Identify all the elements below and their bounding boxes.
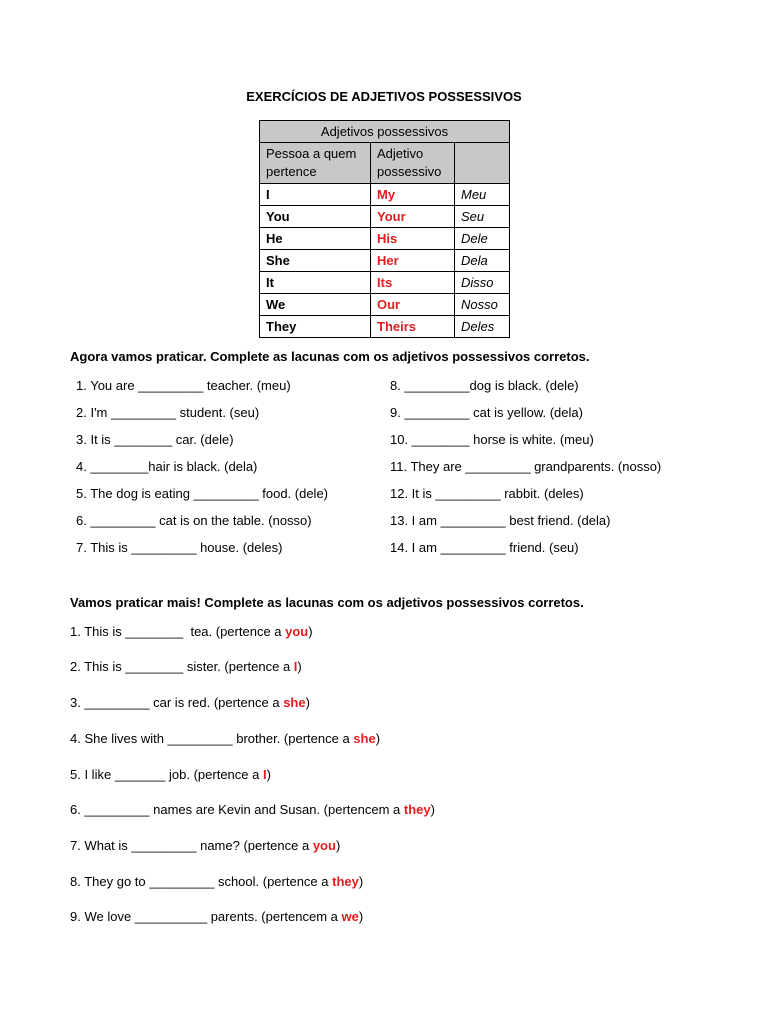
pronoun-cell: It xyxy=(260,272,371,294)
exercise-end: ) xyxy=(297,659,302,674)
table-row xyxy=(260,228,510,250)
table-caption: Adjetivos possessivos xyxy=(260,121,510,143)
owner-word: she xyxy=(353,731,376,746)
header-adjective: Adjetivo possessivo xyxy=(371,143,455,184)
exercise-end: ) xyxy=(335,838,341,853)
exercise-item: 5. The dog is eating _________ food. (dele) xyxy=(76,486,329,501)
exercise-item: 7. This is _________ house. (deles) xyxy=(76,540,283,555)
exercise-item: 11. They are _________ grandparents. (nosso) xyxy=(390,459,662,474)
page-title: EXERCÍCIOS DE ADJETIVOS POSSESSIVOS xyxy=(246,89,522,104)
exercise-text: 4. She lives with _________ brother. (pertence a xyxy=(70,731,354,746)
owner-word: I xyxy=(262,767,267,782)
possessive-adjectives-table xyxy=(259,120,510,338)
exercise-end: ) xyxy=(266,767,271,782)
exercise-item xyxy=(70,874,363,889)
adjective-cell: My xyxy=(371,184,455,206)
exercise-end: ) xyxy=(430,802,435,817)
exercise-item: 1. You are _________ teacher. (meu) xyxy=(76,378,291,393)
exercise-item: 6. _________ cat is on the table. (nosso) xyxy=(76,513,312,528)
exercise-text: 8. They go to _________ school. (pertence a xyxy=(70,874,333,889)
exercise-item: 9. _________ cat is yellow. (dela) xyxy=(390,405,583,420)
exercise-item xyxy=(70,731,380,746)
header-translation xyxy=(455,143,510,184)
translation-cell: Seu xyxy=(455,206,510,228)
owner-word: they xyxy=(332,874,359,889)
exercise-item: 14. I am _________ friend. (seu) xyxy=(390,540,579,555)
table-caption-row xyxy=(260,121,510,143)
owner-word: you xyxy=(285,624,309,639)
section1-title: Agora vamos praticar. Complete as lacunas com os adjetivos possessivos corretos. xyxy=(70,349,590,364)
adjective-cell: Theirs xyxy=(371,316,455,338)
translation-cell: Dele xyxy=(455,228,510,250)
adjective-cell: Your xyxy=(371,206,455,228)
table-row xyxy=(260,272,510,294)
translation-cell: Dela xyxy=(455,250,510,272)
exercise-item: 8. _________dog is black. (dele) xyxy=(390,378,579,393)
table-header-row xyxy=(260,143,510,184)
owner-word: we xyxy=(341,909,359,924)
exercise-item xyxy=(70,909,363,924)
exercise-item: 13. I am _________ best friend. (dela) xyxy=(390,513,611,528)
owner-word: you xyxy=(312,838,336,853)
exercise-item: 12. It is _________ rabbit. (deles) xyxy=(390,486,584,501)
pronoun-cell: You xyxy=(260,206,371,228)
exercise-end: ) xyxy=(375,731,381,746)
pronoun-cell: She xyxy=(260,250,371,272)
pronoun-cell: We xyxy=(260,294,371,316)
exercise-item: 4. ________hair is black. (dela) xyxy=(76,459,258,474)
owner-word: they xyxy=(403,802,431,817)
exercise-item: 3. It is ________ car. (dele) xyxy=(76,432,234,447)
pronoun-cell: He xyxy=(260,228,371,250)
exercise-end: ) xyxy=(308,624,313,639)
exercise-item: 10. ________ horse is white. (meu) xyxy=(390,432,594,447)
exercise-text: 3. _________ car is red. (pertence a xyxy=(70,695,284,710)
table-row xyxy=(260,206,510,228)
owner-word: I xyxy=(293,659,298,674)
exercise-text: 5. I like _______ job. (pertence a xyxy=(70,767,263,782)
table-row xyxy=(260,184,510,206)
adjective-cell: Its xyxy=(371,272,455,294)
pronoun-cell: I xyxy=(260,184,371,206)
translation-cell: Deles xyxy=(455,316,510,338)
exercise-item xyxy=(70,838,340,853)
exercise-text: 2. This is ________ sister. (pertence a xyxy=(70,659,294,674)
adjective-cell: Our xyxy=(371,294,455,316)
exercise-text: 1. This is ________ tea. (pertence a xyxy=(70,624,286,639)
exercise-item xyxy=(70,659,302,674)
adjective-cell: Her xyxy=(371,250,455,272)
header-person: Pessoa a quem pertence xyxy=(260,143,371,184)
translation-cell: Nosso xyxy=(455,294,510,316)
translation-cell: Meu xyxy=(455,184,510,206)
owner-word: she xyxy=(283,695,306,710)
adjective-cell: His xyxy=(371,228,455,250)
exercise-end: ) xyxy=(358,909,364,924)
table-row xyxy=(260,316,510,338)
section2-title: Vamos praticar mais! Complete as lacunas com os adjetivos possessivos corretos. xyxy=(70,595,584,610)
table-row xyxy=(260,250,510,272)
exercise-end: ) xyxy=(305,695,310,710)
pronoun-cell: They xyxy=(260,316,371,338)
exercise-end: ) xyxy=(358,874,364,889)
exercise-text: 7. What is _________ name? (pertence a xyxy=(70,838,313,853)
exercise-item xyxy=(70,624,313,639)
exercise-item xyxy=(70,695,310,710)
exercise-text: 6. _________ names are Kevin and Susan. (pertencem a xyxy=(70,802,404,817)
exercise-item xyxy=(70,767,271,782)
exercise-text: 9. We love __________ parents. (pertencem a xyxy=(70,909,342,924)
exercise-item xyxy=(70,802,435,817)
translation-cell: Disso xyxy=(455,272,510,294)
table-row xyxy=(260,294,510,316)
exercise-item: 2. I'm _________ student. (seu) xyxy=(76,405,260,420)
